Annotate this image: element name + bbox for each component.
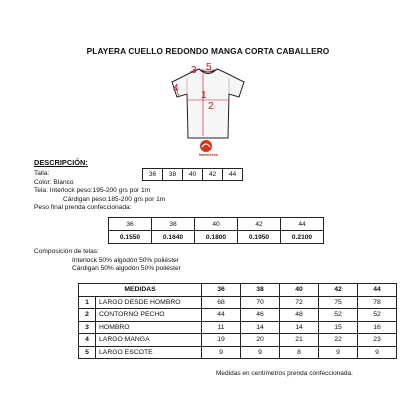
row-number: 4 bbox=[79, 334, 96, 347]
measurement-cell: 23 bbox=[358, 334, 397, 347]
size-cell: 36 bbox=[143, 169, 163, 181]
row-number: 2 bbox=[79, 309, 96, 322]
measurement-cell: 48 bbox=[280, 309, 319, 322]
measurement-cell: 16 bbox=[358, 321, 397, 334]
measurements-header-row bbox=[79, 284, 397, 297]
description-heading: DESCRIPCIÓN: bbox=[34, 158, 88, 167]
measurements-table bbox=[78, 283, 397, 359]
measurement-cell: 75 bbox=[319, 296, 358, 309]
measurements-size-header: 44 bbox=[358, 284, 397, 297]
measurement-cell: 15 bbox=[319, 321, 358, 334]
color-text: Color: Blanco bbox=[34, 179, 74, 186]
measurements-size-header: 40 bbox=[280, 284, 319, 297]
sizes-table bbox=[142, 168, 243, 181]
diagram-label-1: 1 bbox=[201, 90, 207, 101]
composition-cardigan: Cárdigan 50% algodón 50% poliéster bbox=[72, 265, 181, 272]
measurements-row bbox=[79, 346, 397, 359]
fabric-interlock-text: Tela: Interlock peso:195-200 grs por 1m bbox=[34, 187, 151, 194]
page-title: PLAYERA CUELLO REDONDO MANGA CORTA CABALLERO bbox=[86, 46, 330, 56]
units-footnote: Medidas en centímetros prenda confeccionada. bbox=[216, 370, 353, 377]
fabric-cardigan-text: Cárdigan peso:185-200 grs por 1m bbox=[63, 196, 166, 203]
measurement-cell: 9 bbox=[319, 346, 358, 359]
diagram-label-5: 5 bbox=[206, 62, 212, 73]
weight-size-cell: 38 bbox=[152, 218, 195, 231]
weight-value-cell: 0.1950 bbox=[238, 231, 281, 244]
weight-value-cell: 0.1550 bbox=[109, 231, 152, 244]
measurement-cell: 21 bbox=[280, 334, 319, 347]
measurements-row bbox=[79, 334, 397, 347]
measurement-cell: 14 bbox=[241, 321, 280, 334]
measurement-cell: 22 bbox=[319, 334, 358, 347]
measurement-cell: 8 bbox=[280, 346, 319, 359]
brand-logo-text: fiammecho bbox=[199, 153, 218, 157]
measurements-size-header: 38 bbox=[241, 284, 280, 297]
measurement-cell: 52 bbox=[358, 309, 397, 322]
diagram-label-4: 4 bbox=[173, 83, 179, 94]
weight-value-cell: 0.1800 bbox=[195, 231, 238, 244]
weight-value-cell: 0.1640 bbox=[152, 231, 195, 244]
measurement-cell: 68 bbox=[202, 296, 241, 309]
measurement-cell: 70 bbox=[241, 296, 280, 309]
diagram-label-3: 3 bbox=[191, 65, 197, 76]
measurement-cell: 9 bbox=[358, 346, 397, 359]
measurements-header-label: MEDIDAS bbox=[79, 284, 202, 297]
tshirt-diagram bbox=[166, 62, 250, 142]
measurements-row bbox=[79, 309, 397, 322]
weight-size-cell: 42 bbox=[238, 218, 281, 231]
measurement-cell: 9 bbox=[241, 346, 280, 359]
row-label: HOMBRO bbox=[96, 321, 202, 334]
composition-interlock: Interlock 50% algodón 50% poliéster bbox=[72, 257, 180, 264]
composition-heading: Composición de telas: bbox=[34, 248, 99, 255]
row-number: 5 bbox=[79, 346, 96, 359]
final-weight-label: Peso final prenda confeccionada: bbox=[34, 204, 132, 211]
measurement-cell: 11 bbox=[202, 321, 241, 334]
measurement-cell: 19 bbox=[202, 334, 241, 347]
weight-size-cell: 40 bbox=[195, 218, 238, 231]
diagram-label-2: 2 bbox=[208, 101, 214, 112]
measurement-cell: 14 bbox=[280, 321, 319, 334]
weights-table bbox=[108, 217, 324, 244]
measurements-size-header: 36 bbox=[202, 284, 241, 297]
size-cell: 44 bbox=[223, 169, 243, 181]
measurements-row bbox=[79, 321, 397, 334]
size-cell: 40 bbox=[183, 169, 203, 181]
weights-value-row bbox=[109, 231, 324, 244]
measurement-cell: 52 bbox=[319, 309, 358, 322]
measurement-cell: 9 bbox=[202, 346, 241, 359]
measurements-size-header: 42 bbox=[319, 284, 358, 297]
size-cell: 42 bbox=[203, 169, 223, 181]
row-label: LARGO DESDE HOMBRO bbox=[96, 296, 202, 309]
weight-size-cell: 44 bbox=[281, 218, 324, 231]
measurements-row bbox=[79, 296, 397, 309]
row-number: 1 bbox=[79, 296, 96, 309]
weight-size-cell: 36 bbox=[109, 218, 152, 231]
measurement-cell: 46 bbox=[241, 309, 280, 322]
row-number: 3 bbox=[79, 321, 96, 334]
measurement-cell: 44 bbox=[202, 309, 241, 322]
size-cell: 38 bbox=[163, 169, 183, 181]
weights-size-row bbox=[109, 218, 324, 231]
row-label: LARGO ESCOTE bbox=[96, 346, 202, 359]
talla-label: Talla: bbox=[34, 170, 50, 177]
brand-logo-icon bbox=[197, 139, 215, 153]
measurement-cell: 20 bbox=[241, 334, 280, 347]
weight-value-cell: 0.2100 bbox=[281, 231, 324, 244]
measurement-cell: 78 bbox=[358, 296, 397, 309]
row-label: CONTORNO PECHO bbox=[96, 309, 202, 322]
row-label: LARGO MANGA bbox=[96, 334, 202, 347]
measurement-cell: 72 bbox=[280, 296, 319, 309]
